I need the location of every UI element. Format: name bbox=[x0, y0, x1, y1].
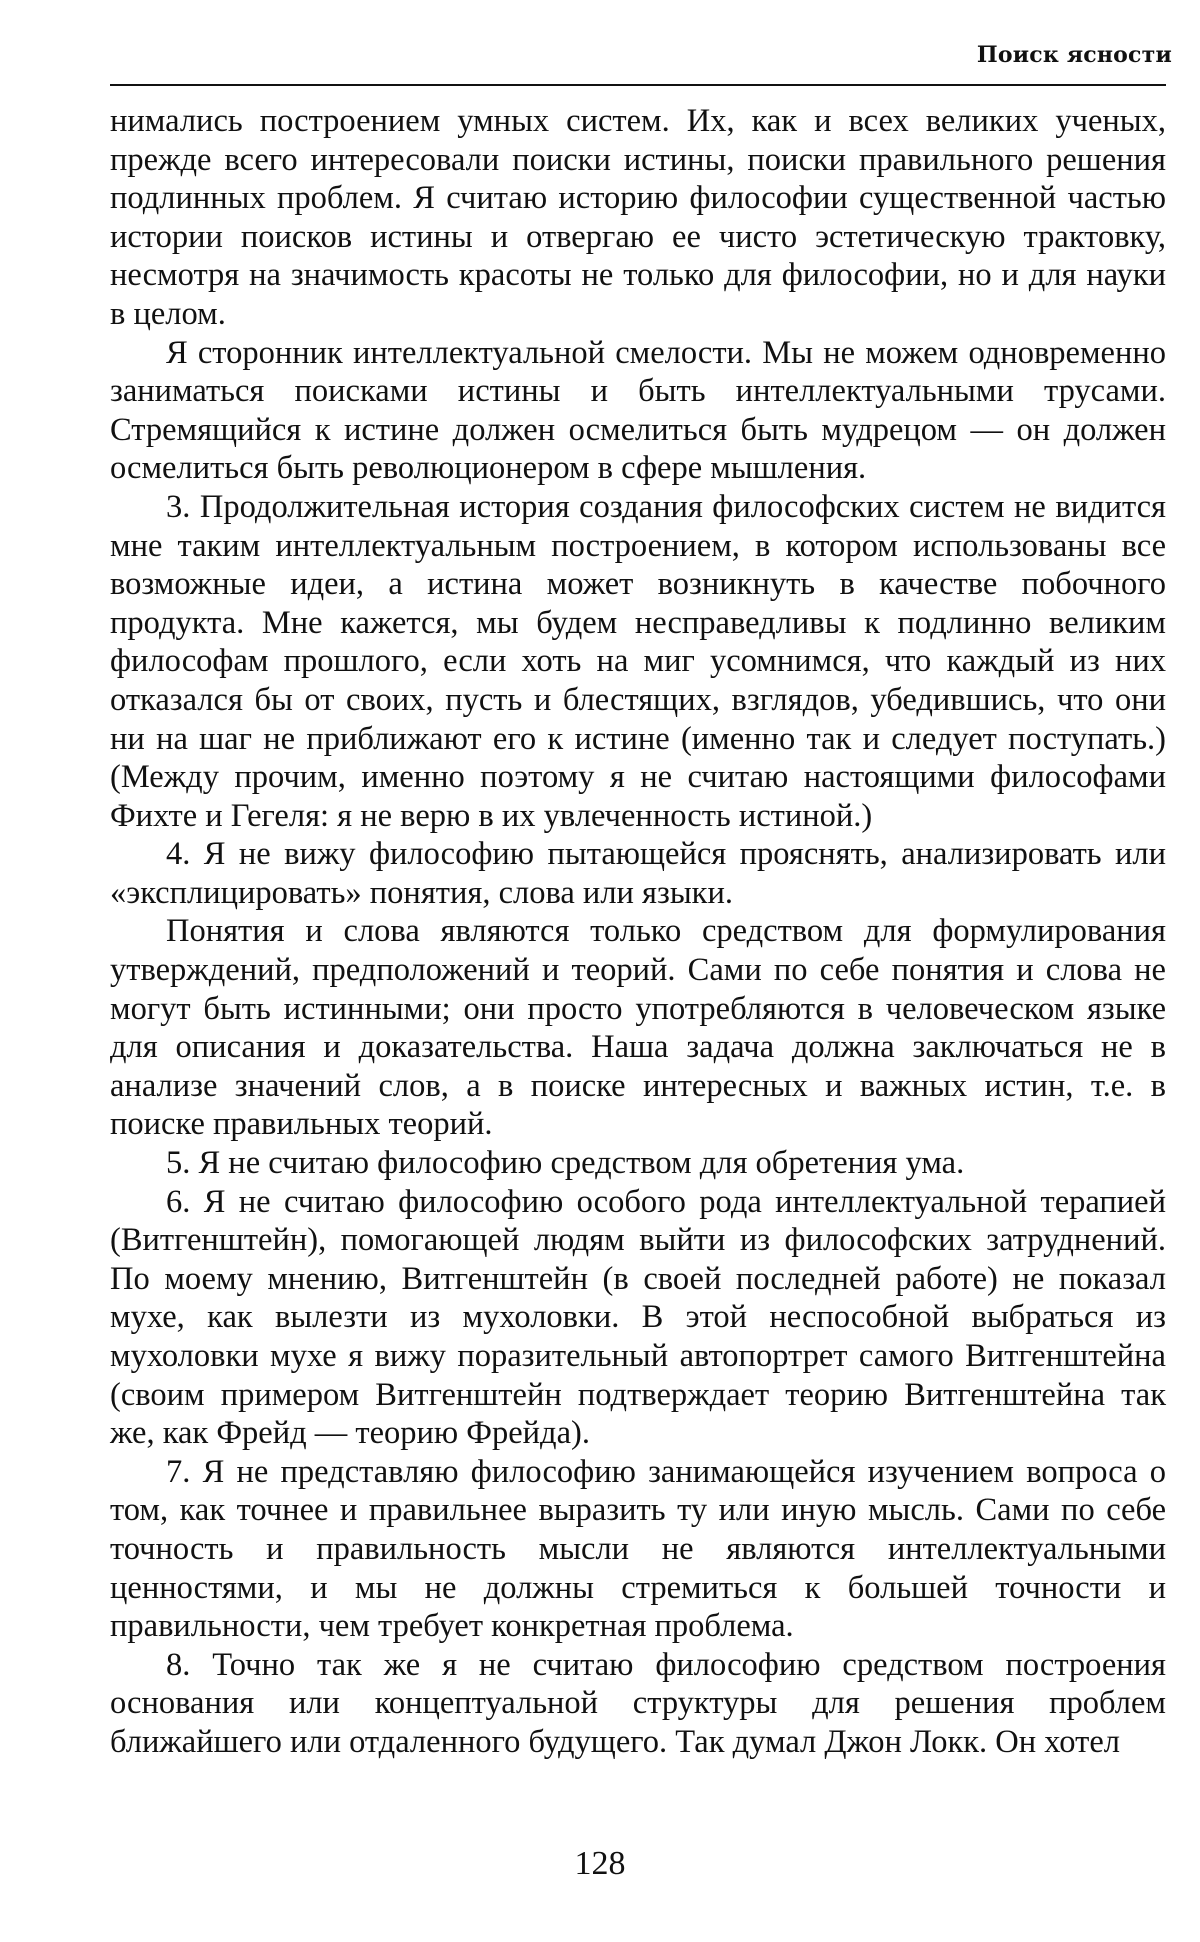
paragraph-point-5: 5. Я не считаю философию средством для обретения ума. bbox=[166, 1145, 965, 1182]
paragraph-continued: нимались построением умных систем. Их, как и всех великих ученых, прежде всего интересовали поиски истины, поиски правильного решения подлинных проблем. Я считаю историю философии существенной частью истории поисков истины и отвергаю ее чисто эстетическую трактовку, несмотря на значимость красоты не только для философии, но и для науки в целом. bbox=[110, 103, 1166, 332]
paragraph-point-8: 8. Точно так же я не считаю философию средством построения основания или концептуальной структуры для решения проблем ближайшего или отдаленного будущего. Так думал Джон Локк. Он хотел bbox=[110, 1646, 1166, 1760]
paragraph-point-4: 4. Я не вижу философию пытающейся прояснять, анализировать или «эксплицировать» понятия, слова или языки. bbox=[110, 836, 1166, 911]
paragraph: Понятия и слова являются только средством для формулирования утверждений, предположений и теорий. Сами по себе понятия и слова не могут быть истинными; они просто употребляются в человеческом языке для описания и доказательства. Наша задача должна заключаться не в анализе значений слов, а в поиске интересных и важных истин, т.е. в поиске правильных теорий. bbox=[110, 913, 1166, 1143]
header-rule bbox=[110, 84, 1166, 86]
body-text bbox=[110, 102, 1166, 1762]
paragraph-point-7: 7. Я не представляю философию занимающейся изучением вопроса о том, как точнее и правильнее выразить ту или иную мысль. Сами по себе точность и правильность мысли не являются интеллектуальными ценностями, и мы не должны стремиться к большей точности и правильности, чем требует конкретная проблема. bbox=[110, 1453, 1166, 1645]
running-head: Поиск ясности bbox=[976, 42, 1172, 68]
paragraph: Я сторонник интеллектуальной смелости. Мы не можем одновременно заниматься поисками истины и быть интеллектуальными трусами. Стремящийся к истине должен осмелиться быть мудрецом — он должен осмелиться быть революционером в сфере мышления. bbox=[110, 334, 1166, 487]
paragraph-point-3: 3. Продолжительная история создания философских систем не видится мне таким интеллектуальным построением, в котором использованы все возможные идеи, а истина может возникнуть в качестве побочного продукта. Мне кажется, мы будем несправедливы к подлинно великим философам прошлого, если хоть на миг усомнимся, что каждый из них отказался бы от своих, пусть и блестящих, взглядов, убедившись, что они ни на шаг не приближают его к истине (именно так и следует поступать.) (Между прочим, именно поэтому я не считаю настоящими философами Фихте и Гегеля: я не верю в их увлеченность истиной.) bbox=[110, 488, 1166, 834]
paragraph-point-6: 6. Я не считаю философию особого рода интеллектуальной терапией (Витгенштейн), помогающей людям выйти из философских затруднений. По моему мнению, Витгенштейн (в своей последней работе) не показал мухе, как вылезти из мухоловки. В этой неспособной выбраться из мухоловки мухе я вижу поразительный автопортрет самого Витгенштейна (своим примером Витгенштейн подтверждает теорию Витгенштейна так же, как Фрейд — теорию Фрейда). bbox=[110, 1183, 1166, 1452]
page-number: 128 bbox=[574, 1845, 626, 1882]
